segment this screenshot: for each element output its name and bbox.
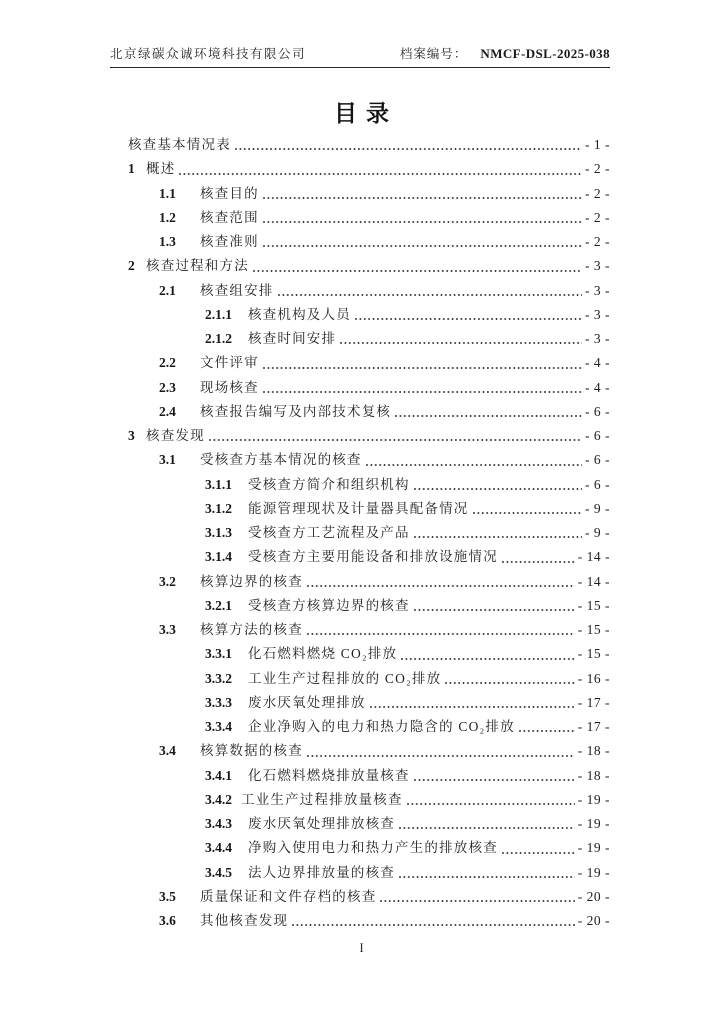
toc-entry-number: 3.4.3 (205, 816, 232, 831)
toc-dot-leader (253, 254, 582, 278)
toc-dot-leader (380, 885, 574, 909)
toc-entry[interactable] (110, 545, 610, 569)
toc-entry-number: 3.3.4 (205, 719, 232, 734)
toc-entry-page-number: - 17 - (577, 719, 610, 734)
toc-entry-title: 概述 (146, 161, 176, 177)
toc-entry-page-number: - 14 - (577, 549, 610, 565)
toc-entry-page-number: - 20 - (577, 913, 610, 928)
toc-entry-title: 化石燃料燃烧 CO₂排放 (248, 646, 398, 662)
toc-entry[interactable] (110, 133, 610, 157)
toc-entry-page-number: - 6 - (585, 476, 610, 492)
toc-entry-title: 文件评审 (200, 355, 259, 371)
toc-entry-page-number: - 2 - (585, 161, 610, 177)
toc-entry[interactable] (110, 739, 610, 763)
toc-entry-number: 3.6 (159, 913, 176, 928)
toc-entry[interactable] (110, 497, 610, 521)
toc-dot-leader (502, 545, 575, 569)
toc-entry-number: 3.3.3 (205, 694, 232, 710)
toc-dot-leader (263, 182, 582, 206)
toc-entry[interactable] (110, 788, 610, 812)
toc-entry[interactable] (110, 909, 610, 933)
toc-dot-leader (263, 230, 582, 254)
toc-entry[interactable] (110, 521, 610, 545)
toc-entry-number: 2.2 (159, 355, 176, 371)
toc-dot-leader (445, 667, 574, 691)
toc-entry-number: 3.4.1 (205, 767, 232, 783)
toc-dot-leader (401, 642, 575, 666)
toc-entry[interactable] (110, 279, 610, 303)
toc-entry-title: 受核查方核算边界的核查 (248, 597, 410, 613)
toc-dot-leader (263, 206, 582, 230)
toc-dot-leader (399, 861, 575, 885)
toc-entry-number: 3.1.2 (205, 500, 232, 516)
toc-entry-title: 核算数据的核查 (200, 743, 303, 759)
toc-dot-leader (278, 279, 583, 303)
toc-entry-page-number: - 19 - (577, 791, 610, 807)
toc-entry-title: 核查发现 (146, 428, 205, 443)
toc-entry[interactable] (110, 230, 610, 254)
toc-entry-number: 2.3 (159, 379, 176, 395)
toc-entry-title: 核查目的 (200, 185, 259, 201)
toc-dot-leader (179, 157, 582, 181)
toc-entry[interactable] (110, 303, 610, 327)
toc-entry[interactable] (110, 376, 610, 400)
toc-entry-title: 其他核查发现 (200, 913, 289, 928)
toc-entry-page-number: - 14 - (577, 573, 610, 589)
toc-entry-title: 核查时间安排 (248, 331, 337, 346)
toc-entry-page-number: - 18 - (577, 743, 610, 759)
toc-entry-title: 工业生产过程排放量核查 (241, 791, 403, 807)
toc-entry-page-number: - 9 - (585, 525, 610, 540)
toc-dot-leader (473, 497, 583, 521)
toc-dot-leader (407, 788, 575, 812)
toc-entry-number: 3.1.1 (205, 476, 232, 492)
toc-entry-page-number: - 19 - (577, 840, 610, 856)
toc-dot-leader (366, 448, 582, 472)
toc-entry-number: 2.1 (159, 282, 176, 298)
toc-entry-page-number: - 19 - (577, 816, 610, 831)
toc-entry-number: 3.4.5 (205, 864, 232, 880)
toc-entry-title: 核查报告编写及内部技术复核 (200, 403, 392, 419)
toc-dot-leader (307, 739, 575, 763)
toc-entry[interactable] (110, 206, 610, 230)
toc-entry[interactable] (110, 570, 610, 594)
toc-entry-page-number: - 15 - (577, 622, 610, 637)
toc-dot-leader (307, 570, 575, 594)
toc-entry-page-number: - 9 - (585, 500, 610, 516)
toc-entry-page-number: - 2 - (585, 185, 610, 201)
toc-entry-title: 核查基本情况表 (128, 137, 231, 152)
toc-entry-number: 1.1 (159, 185, 176, 201)
toc-entry[interactable] (110, 473, 610, 497)
toc-entry-title: 受核查方工艺流程及产品 (248, 525, 410, 540)
toc-entry[interactable] (110, 351, 610, 375)
toc-entry-page-number: - 3 - (585, 306, 610, 322)
toc-dot-leader (414, 764, 575, 788)
toc-entry-title: 核查准则 (200, 234, 259, 249)
toc-entry-number: 1 (128, 161, 135, 177)
toc-entry-number: 3.4.4 (205, 840, 232, 856)
toc-entry-title: 能源管理现状及计量器具配备情况 (248, 500, 469, 516)
toc-entry-title: 净购入使用电力和热力产生的排放核查 (248, 840, 498, 856)
archive-number-label: 档案编号： (399, 47, 468, 61)
toc-entry-title: 工业生产过程排放的 CO₂排放 (248, 670, 442, 686)
toc-entry-number: 3 (128, 428, 135, 443)
toc-entry-number: 3.3 (159, 622, 176, 637)
toc-entry-page-number: - 6 - (585, 403, 610, 419)
toc-entry-number: 3.5 (159, 888, 176, 904)
toc-entry-title: 核算方法的核查 (200, 622, 303, 637)
toc-entry-page-number: - 20 - (577, 888, 610, 904)
archive-number-group (400, 44, 610, 62)
toc-dot-leader (399, 812, 575, 836)
toc-dot-leader (340, 327, 582, 351)
toc-list (110, 133, 610, 933)
toc-entry[interactable] (110, 424, 610, 448)
toc-entry-number: 1.3 (159, 234, 176, 249)
toc-entry-page-number: - 17 - (577, 694, 610, 710)
toc-entry-page-number: - 1 - (585, 137, 610, 152)
toc-dot-leader (209, 424, 582, 448)
toc-entry-number: 2.1.2 (205, 331, 232, 346)
toc-entry[interactable] (110, 182, 610, 206)
toc-entry-page-number: - 3 - (585, 258, 610, 274)
toc-entry[interactable] (110, 667, 610, 691)
toc-dot-leader (395, 400, 582, 424)
toc-entry-number: 3.1.4 (205, 549, 232, 565)
toc-entry-title: 核算边界的核查 (200, 573, 303, 589)
toc-entry-page-number: - 6 - (585, 428, 610, 443)
toc-entry-title: 核查组安排 (200, 282, 274, 298)
toc-dot-leader (519, 715, 575, 739)
toc-entry[interactable] (110, 691, 610, 715)
toc-entry-number: 3.2 (159, 573, 176, 589)
toc-entry-title: 核查过程和方法 (146, 258, 249, 274)
toc-entry-title: 核查范围 (200, 209, 259, 225)
toc-dot-leader (263, 351, 582, 375)
page-header (110, 44, 610, 68)
footer-page-number: I (359, 940, 364, 955)
toc-entry-number: 3.1.3 (205, 525, 232, 540)
toc-entry-number: 3.4.2 (205, 791, 232, 807)
toc-dot-leader (355, 303, 582, 327)
toc-entry-page-number: - 16 - (577, 670, 610, 686)
toc-entry[interactable] (110, 254, 610, 278)
toc-dot-leader (502, 836, 575, 860)
toc-entry-page-number: - 6 - (585, 452, 610, 468)
toc-dot-leader (370, 691, 575, 715)
toc-entry-page-number: - 3 - (585, 331, 610, 346)
toc-dot-leader (414, 473, 582, 497)
toc-dot-leader (235, 133, 582, 157)
toc-entry-title: 现场核查 (200, 379, 259, 395)
toc-entry-title: 质量保证和文件存档的核查 (200, 888, 377, 904)
toc-entry-number: 3.3.1 (205, 646, 232, 662)
toc-entry[interactable] (110, 812, 610, 836)
toc-entry-title: 法人边界排放量的核查 (248, 864, 395, 880)
toc-entry-page-number: - 2 - (585, 234, 610, 249)
toc-entry-title: 企业净购入的电力和热力隐含的 CO₂排放 (248, 719, 515, 734)
toc-entry-number: 3.3.2 (205, 670, 232, 686)
toc-dot-leader (292, 909, 575, 933)
toc-entry[interactable] (110, 885, 610, 909)
toc-entry-title: 化石燃料燃烧排放量核查 (248, 767, 410, 783)
toc-entry[interactable] (110, 157, 610, 181)
toc-entry-number: 2.1.1 (205, 306, 232, 322)
toc-entry-title: 受核查方简介和组织机构 (248, 476, 410, 492)
toc-entry[interactable] (110, 594, 610, 618)
toc-entry-number: 3.1 (159, 452, 176, 468)
toc-entry[interactable] (110, 715, 610, 739)
toc-entry-page-number: - 19 - (577, 864, 610, 880)
toc-dot-leader (414, 521, 582, 545)
archive-number-value: NMCF-DSL-2025-038 (480, 46, 610, 61)
toc-dot-leader (414, 594, 575, 618)
toc-entry[interactable] (110, 618, 610, 642)
toc-dot-leader (263, 376, 582, 400)
toc-entry-number: 1.2 (159, 209, 176, 225)
page-title: 目录 (334, 101, 398, 126)
toc-entry-title: 受核查方主要用能设备和排放设施情况 (248, 549, 498, 565)
toc-entry-page-number: - 15 - (577, 646, 610, 662)
toc-entry-title: 废水厌氧处理排放核查 (248, 816, 395, 831)
toc-entry[interactable] (110, 836, 610, 860)
toc-dot-leader (307, 618, 575, 642)
toc-entry-page-number: - 3 - (585, 282, 610, 298)
toc-entry-number: 3.2.1 (205, 597, 232, 613)
toc-entry-title: 核查机构及人员 (248, 306, 351, 322)
toc-entry-number: 2 (128, 258, 135, 274)
company-name: 北京绿碳众诚环境科技有限公司 (110, 47, 307, 61)
toc-entry-page-number: - 15 - (577, 597, 610, 613)
toc-entry-title: 废水厌氧处理排放 (248, 694, 366, 710)
toc-entry-title: 受核查方基本情况的核查 (200, 452, 362, 468)
toc-entry-page-number: - 2 - (585, 209, 610, 225)
toc-entry[interactable] (110, 642, 610, 666)
toc-entry[interactable] (110, 327, 610, 351)
toc-entry-number: 3.4 (159, 743, 176, 759)
toc-entry[interactable] (110, 861, 610, 885)
toc-entry-page-number: - 4 - (585, 379, 610, 395)
toc-entry[interactable] (110, 448, 610, 472)
toc-entry-number: 2.4 (159, 403, 176, 419)
toc-entry[interactable] (110, 764, 610, 788)
toc-entry-page-number: - 18 - (577, 767, 610, 783)
toc-entry[interactable] (110, 400, 610, 424)
toc-entry-page-number: - 4 - (585, 355, 610, 371)
